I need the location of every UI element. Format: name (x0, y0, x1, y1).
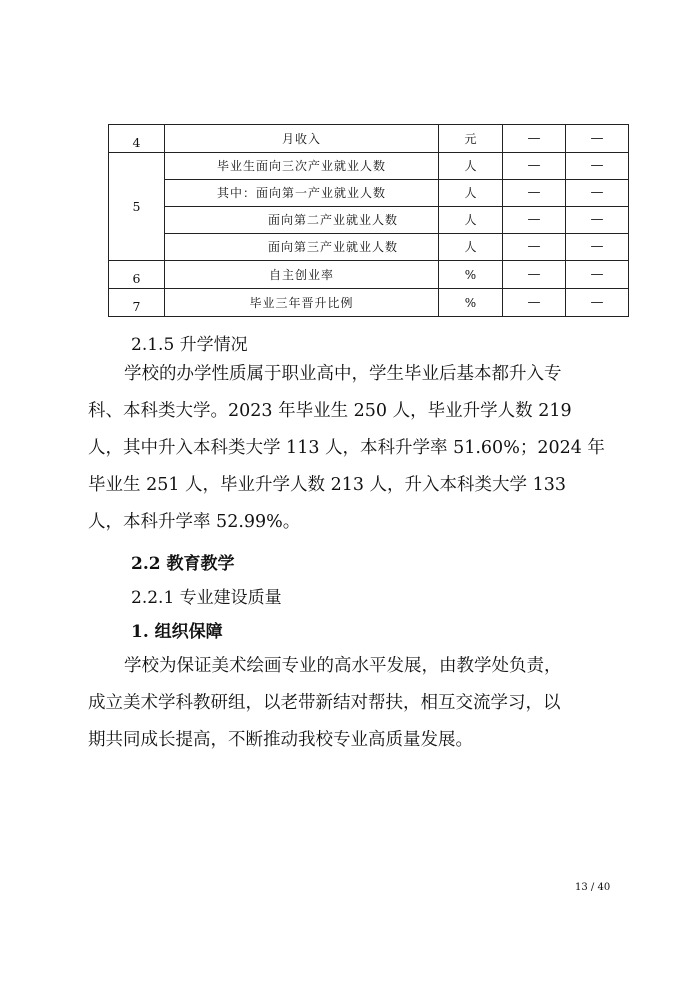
section-heading-2-2: 2.2 教育教学 (131, 554, 235, 574)
row-unit: 人 (439, 153, 503, 180)
paragraph-line: 人，其中升入本科类大学 113 人，本科升学率 51.60%；2024 年 (88, 438, 605, 458)
row-unit: % (439, 261, 503, 289)
table-row (109, 180, 629, 207)
row-number: 6 (109, 261, 165, 289)
page-number: 13 / 40 (575, 882, 611, 893)
row-number: 5 (109, 153, 165, 261)
paragraph-line: 人，本科升学率 52.99%。 (88, 512, 301, 532)
row-item: 月收入 (165, 125, 439, 153)
row-unit: 人 (439, 234, 503, 261)
row-item: 其中：面向第一产业就业人数 (165, 180, 439, 207)
row-item: 自主创业率 (165, 261, 439, 289)
paragraph-line: 成立美术学科教研组，以老带新结对帮扶，相互交流学习，以 (88, 693, 561, 713)
row-number: 4 (109, 125, 165, 153)
section-heading-1: 1. 组织保障 (131, 622, 223, 642)
paragraph-line: 科、本科类大学。2023 年毕业生 250 人，毕业升学人数 219 (88, 401, 572, 421)
row-value-1: — (503, 180, 566, 207)
row-item: 面向第三产业就业人数 (165, 234, 439, 261)
row-value-1: — (503, 207, 566, 234)
paragraph-line: 期共同成长提高，不断推动我校专业高质量发展。 (88, 730, 473, 750)
row-value-1: — (503, 153, 566, 180)
paragraph-line: 毕业生 251 人，毕业升学人数 213 人，升入本科类大学 133 (88, 475, 567, 495)
row-value-1: — (503, 261, 566, 289)
employment-table (108, 124, 629, 317)
paragraph-line: 学校为保证美术绘画专业的高水平发展，由教学处负责， (124, 656, 562, 676)
table-row (109, 153, 629, 180)
row-unit: % (439, 289, 503, 317)
row-value-1: — (503, 125, 566, 153)
table-row (109, 207, 629, 234)
row-value-2: — (566, 153, 629, 180)
row-value-1: — (503, 234, 566, 261)
row-item: 毕业三年晋升比例 (165, 289, 439, 317)
row-value-2: — (566, 180, 629, 207)
row-value-2: — (566, 207, 629, 234)
row-item: 面向第二产业就业人数 (165, 207, 439, 234)
row-unit: 人 (439, 207, 503, 234)
section-heading-2-2-1: 2.2.1 专业建设质量 (131, 588, 282, 608)
table-row (109, 289, 629, 317)
section-heading-2-1-5: 2.1.5 升学情况 (131, 335, 248, 355)
row-value-2: — (566, 234, 629, 261)
table-row (109, 234, 629, 261)
row-value-2: — (566, 289, 629, 317)
row-unit: 元 (439, 125, 503, 153)
row-value-2: — (566, 125, 629, 153)
row-number: 7 (109, 289, 165, 317)
row-unit: 人 (439, 180, 503, 207)
row-item: 毕业生面向三次产业就业人数 (165, 153, 439, 180)
row-value-1: — (503, 289, 566, 317)
paragraph-line: 学校的办学性质属于职业高中，学生毕业后基本都升入专 (124, 364, 562, 384)
table-row (109, 125, 629, 153)
table-row (109, 261, 629, 289)
row-value-2: — (566, 261, 629, 289)
